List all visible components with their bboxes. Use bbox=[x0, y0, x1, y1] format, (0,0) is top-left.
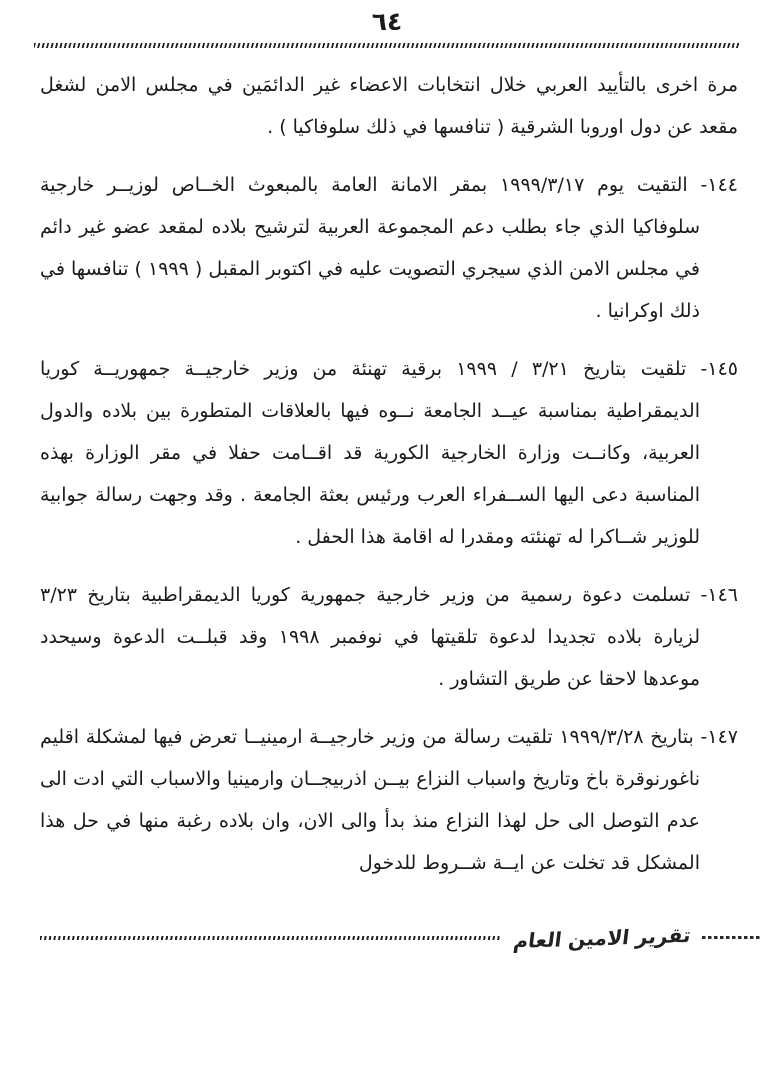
paragraph-text: التقيت يوم ١٩٩٩/٣/١٧ بمقر الامانة العامة بالمبعوث الخــاص لوزيــر خارجية سلوفاكيا الذي جاء بطلب دعم المجموعة العربية لترشيح بلاده لمقعد عضو غير دائم في مجلس الامن الذي سيجري التصويت عليه في اكتوبر المقبل ( ١٩٩٩ ) تنافسها في ذلك اوكرانيا . bbox=[40, 173, 700, 322]
paragraph-number: ١٤٥- bbox=[700, 357, 738, 380]
page-footer bbox=[40, 922, 760, 953]
page-number: ٦٤ bbox=[371, 7, 403, 36]
paragraph-text: تلقيت بتاريخ ٣/٢١ / ١٩٩٩ برقية تهنئة من وزير خارجيــة جمهوريــة كوريا الديمقراطية بمناسبة عيــد الجامعة نــوه فيها بالعلاقات المتطورة بين بلاده والدول العربية، وكانــت وزارة الخارجية الكورية قد اقــامت حفلا في مقر الوزارة بهذه المناسبة دعى اليها الســفراء العرب ورئيس بعثة الجامعة . وقد وجهت رسالة جوابية للوزير شــاكرا له تهنئته ومقدرا له اقامة هذا الحفل . bbox=[40, 357, 700, 548]
paragraph-146 bbox=[40, 574, 738, 700]
paragraph-text: تسلمت دعوة رسمية من وزير خارجية جمهورية كوريا الديمقراطبية بتاريخ ٣/٢٣ لزيارة بلاده تجديدا لدعوة تلقيتها في نوفمبر ١٩٩٨ وقد قبلــت الدعوة وسيحدد موعدها لاحقا عن طريق التشاور . bbox=[40, 583, 700, 690]
paragraph-144 bbox=[40, 164, 738, 332]
page-content bbox=[40, 64, 738, 884]
top-divider-rule bbox=[34, 43, 740, 48]
footer-note: تقرير الامين العام bbox=[511, 922, 692, 953]
paragraph-text: بتاريخ ١٩٩٩/٣/٢٨ تلقيت رسالة من وزير خارجيــة ارمينيــا تعرض فيها لمشكلة اقليم ناغورنوقرة باخ وتاريخ واسباب النزاع بيــن اذربيجــان وارمينيا والاسباب التي ادت الى عدم التوصل الى حل لهذا النزاع منذ بدأ والى الان، وان بلاده رغبة منها في حل هذا المشكل قد تخلت عن ايــة شــروط للدخول bbox=[40, 725, 700, 874]
paragraph-text: مرة اخرى بالتأييد العربي خلال انتخابات الاعضاء غير الدائمَين في مجلس الامن لشغل مقعد عن دول اوروبا الشرقية ( تنافسها في ذلك سلوفاكيا ) . bbox=[40, 73, 738, 138]
paragraph-number: ١٤٦- bbox=[700, 583, 738, 606]
paragraph-145 bbox=[40, 348, 738, 558]
footer-dash-line bbox=[702, 936, 760, 939]
paragraph-147 bbox=[40, 716, 738, 884]
paragraph-number: ١٤٧- bbox=[700, 725, 739, 748]
paragraph-number: ١٤٤- bbox=[700, 173, 739, 196]
footer-rule-line bbox=[40, 936, 502, 940]
paragraph-continuation bbox=[40, 64, 738, 148]
